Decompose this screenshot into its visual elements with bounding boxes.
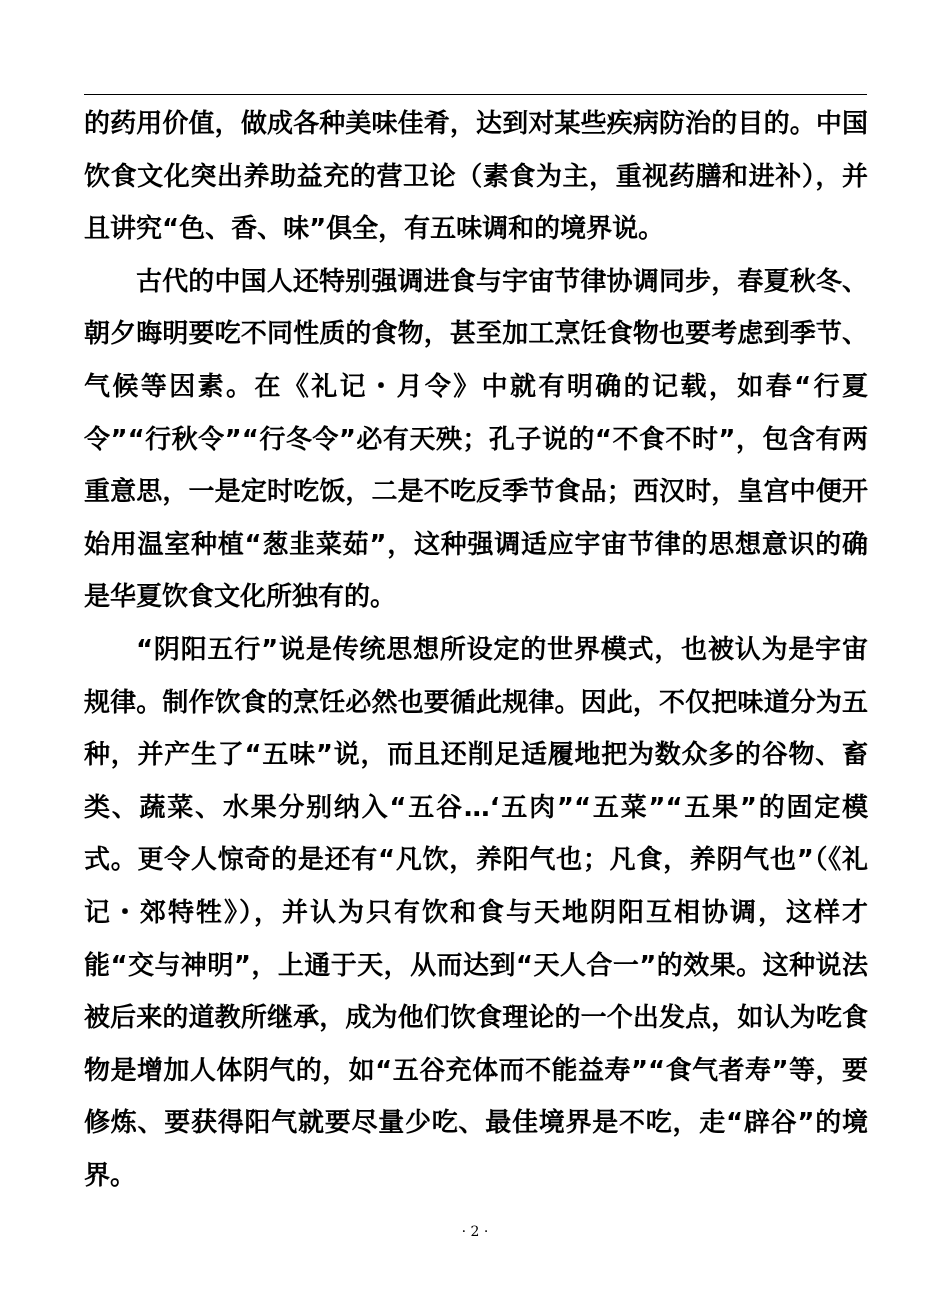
paragraph-continued: 的药用价值，做成各种美味佳肴，达到对某些疾病防治的目的。中国饮食文化突出养助益充的营卫论（素食为主，重视药膳和进补），并且讲究“色、香、味”俱全，有五味调和的境界说。: [84, 109, 868, 245]
document-body: [84, 98, 868, 1202]
paragraph-seasonal-eating: 古代的中国人还特别强调进食与宇宙节律协调同步，春夏秋冬、朝夕晦明要吃不同性质的食物，甚至加工烹饪食物也要考虑到季节、气候等因素。在《礼记・月令》中就有明确的记载，如春“行夏令”“行秋令”“行冬令”必有天殃；孔子说的“不食不时”，包含有两重意思，一是定时吃饭，二是不吃反季节食品；西汉时，皇宫中便开始用温室种植“葱韭菜茹”，这种强调适应宇宙节律的思想意识的确是华夏饮食文化所独有的。: [84, 266, 868, 613]
header-rule: [84, 94, 867, 95]
page-number: · 2 ·: [461, 1224, 489, 1240]
paragraph-yin-yang-five-elements: “阴阳五行”说是传统思想所设定的世界模式，也被认为是宇宙规律。制作饮食的烹饪必然也要循此规律。因此，不仅把味道分为五种，并产生了“五味”说，而且还削足适履地把为数众多的谷物、畜类、蔬菜、水果分别纳入“五谷…‘五肉”“五菜”“五果”的固定模式。更令人惊奇的是还有“凡饮，养阳气也；凡食，养阴气也”（《礼记・郊特牲》），并认为只有饮和食与天地阴阳互相协调，这样才能“交与神明”，上通于天，从而达到“天人合一”的效果。这种说法被后来的道教所继承，成为他们饮食理论的一个出发点，如认为吃食物是增加人体阴气的，如“五谷充体而不能益寿”“食气者寿”等，要修炼、要获得阳气就要尽量少吃、最佳境界是不吃，走“辟谷”的境界。: [84, 634, 868, 1191]
